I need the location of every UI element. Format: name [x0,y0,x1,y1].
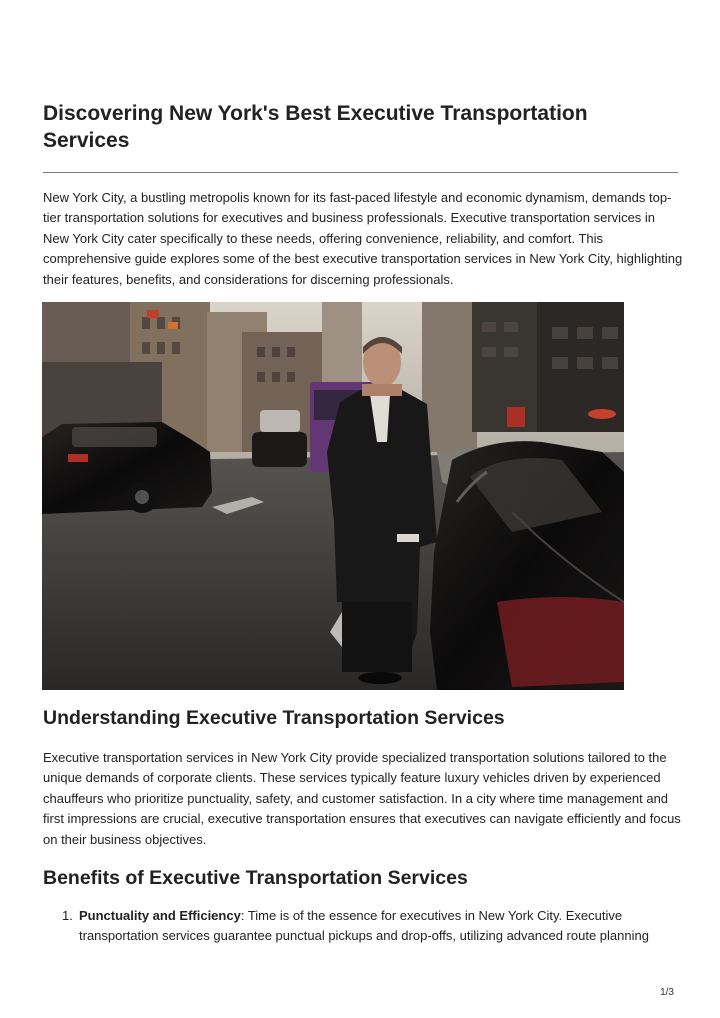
chauffeur-photo [42,302,624,690]
benefits-list-item [43,906,683,947]
benefits-heading: Benefits of Executive Transportation Services [43,867,468,889]
list-item-number: 1. [62,908,73,923]
understanding-paragraph: Executive transportation services in New York City provide specialized transportation solutions tailored to the unique demands of corporate clients. These services typically feature luxury vehicles driven by experienced chauffeurs who prioritize punctuality, safety, and customer satisfaction. In a city where time management and first impressions are crucial, executive transportation ensures that executives can navigate efficiently and focus on their business objectives. [43,750,681,847]
title-divider [43,172,678,173]
document-title: Discovering New York's Best Executive Transportation Services [43,102,588,152]
list-item-bold-term: Punctuality and Efficiency [79,908,241,923]
understanding-heading: Understanding Executive Transportation Services [43,707,505,729]
benefits-list [43,906,683,947]
page-number: 1/3 [660,987,674,998]
intro-paragraph: New York City, a bustling metropolis known for its fast-paced lifestyle and economic dynamism, demands top-tier transportation solutions for executives and business professionals. Executive transportation services in New York City cater specifically to these needs, offering convenience, reliability, and comfort. This comprehensive guide explores some of the best executive transportation services in New York City, highlighting their features, benefits, and considerations for discerning professionals. [43,190,683,287]
list-item-text: : Time is of the essence for executives in New York City. Executive transportation services guarantee punctual pickups and drop-offs, utilizing advanced route planning [79,908,649,944]
